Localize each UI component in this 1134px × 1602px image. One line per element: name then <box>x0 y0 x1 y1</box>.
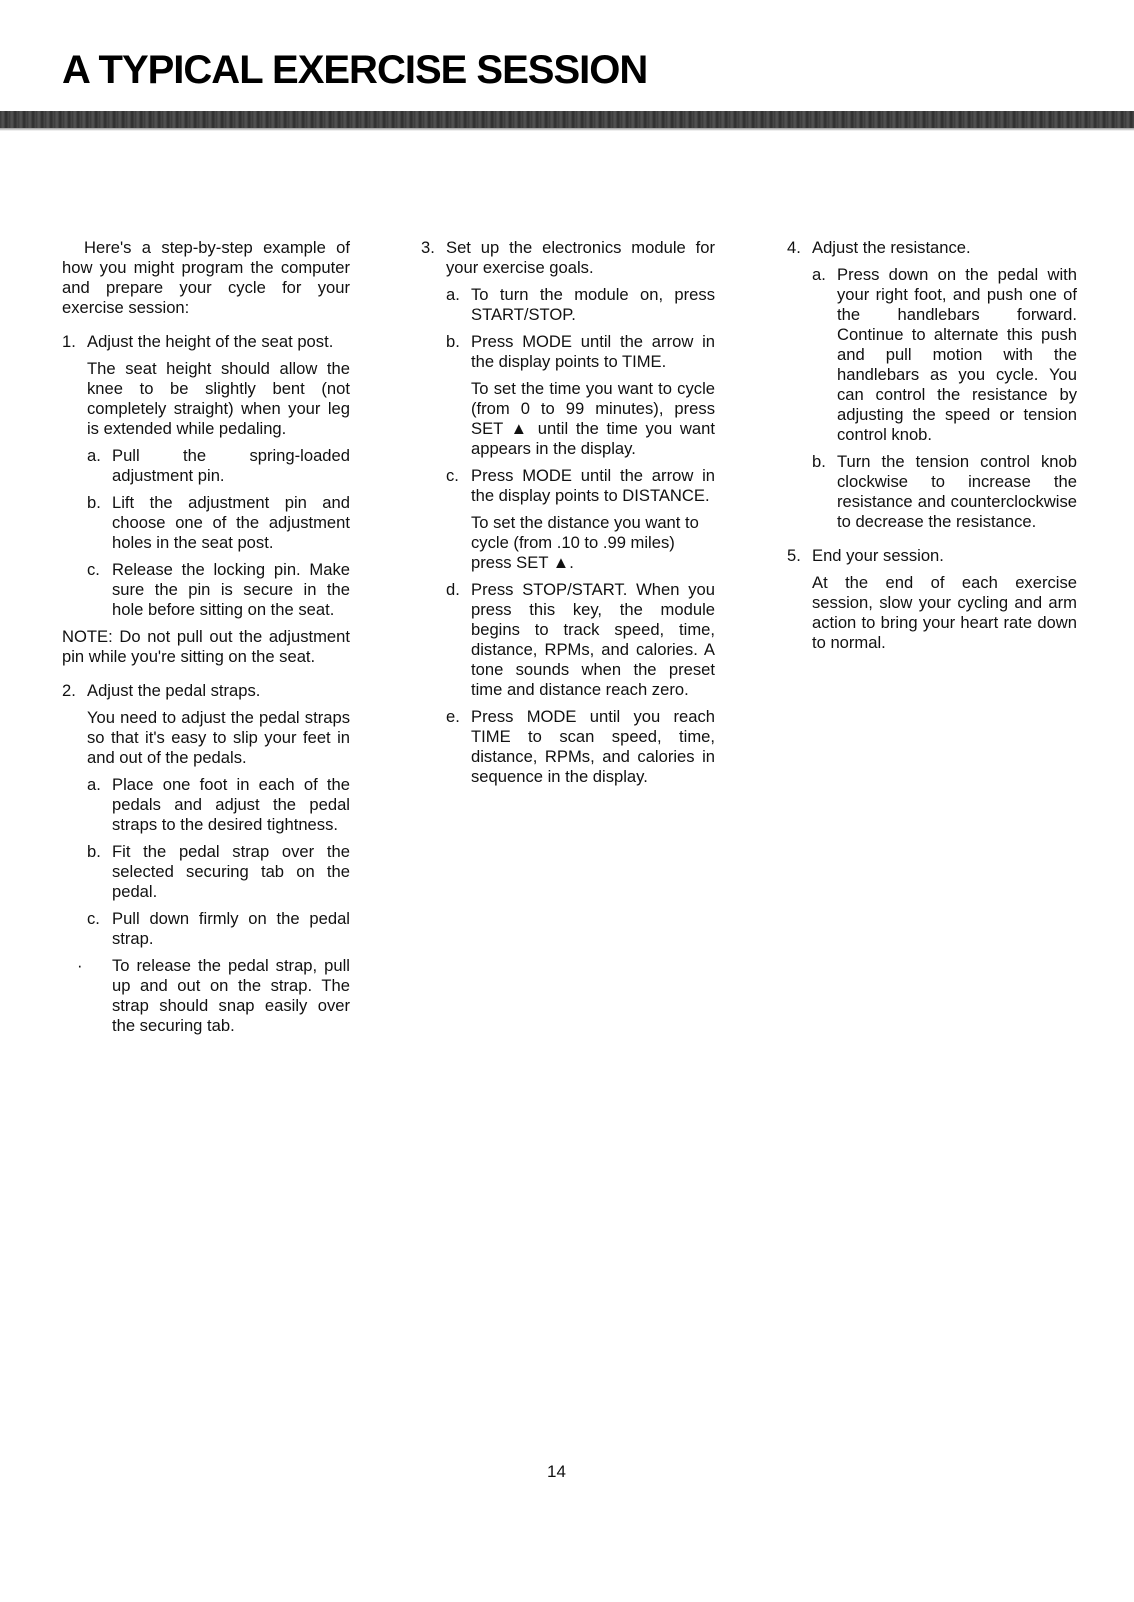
substep-b <box>812 452 1077 532</box>
substep-a <box>87 446 350 486</box>
page-number: 14 <box>547 1462 566 1481</box>
substep-letter: c. <box>87 909 100 928</box>
substep-d <box>446 580 715 700</box>
substep-a <box>812 265 1077 445</box>
substep-text: Press MODE until you reach TIME to scan speed, time, distance, RPMs, and calories in sequence in the display. <box>471 707 715 786</box>
substep-text: Pull down firmly on the pedal strap. <box>112 909 350 948</box>
step-4 <box>787 238 1077 532</box>
intro-paragraph: Here's a step-by-step example of how you might program the computer and prepare your cycle for your exercise session: <box>62 238 350 317</box>
substep-letter: b. <box>87 493 101 512</box>
substep-letter: c. <box>446 466 459 485</box>
step-3 <box>421 238 715 787</box>
step-number: 1. <box>62 332 76 351</box>
substep-b <box>87 493 350 553</box>
substep-c <box>87 909 350 949</box>
step-body: At the end of each exercise session, slow your cycling and arm action to bring your heart rate down to normal. <box>812 573 1077 652</box>
step-title: Adjust the pedal straps. <box>87 681 261 700</box>
substep-text: Turn the tension control knob clockwise to increase the resistance and counterclockwise to decrease the resistance. <box>837 452 1077 531</box>
step-body: You need to adjust the pedal straps so that it's easy to slip your feet in and out of the pedals. <box>87 708 350 767</box>
substep-detail: To set the distance you want to cycle (from .10 to .99 miles) press SET ▲. <box>471 513 699 572</box>
column-2 <box>421 238 715 787</box>
step-title: Adjust the height of the seat post. <box>87 332 334 351</box>
substep-letter: e. <box>446 707 460 726</box>
substep-letter: a. <box>446 285 460 304</box>
column-1 <box>62 238 350 1036</box>
substep-text: Lift the adjustment pin and choose one of the adjustment holes in the seat post. <box>112 493 350 552</box>
step-number: 4. <box>787 238 801 257</box>
substep-text: Press MODE until the arrow in the display points to TIME. <box>471 332 715 371</box>
substep-letter: c. <box>87 560 100 579</box>
step-1 <box>62 332 350 620</box>
substep-c <box>87 560 350 620</box>
substep-text: Press STOP/START. When you press this key, the module begins to track speed, time, distance, RPMs, and calories. A tone sounds when the preset time and distance reach zero. <box>471 580 715 699</box>
step-number: 3. <box>421 238 435 257</box>
step-body: The seat height should allow the knee to be slightly bent (not completely straight) when your leg is extended while pedaling. <box>87 359 350 438</box>
note-paragraph: NOTE: Do not pull out the adjustment pin while you're sitting on the seat. <box>62 627 350 666</box>
step-title: End your session. <box>812 546 944 565</box>
substep-letter: d. <box>446 580 460 599</box>
substep-letter: b. <box>812 452 826 471</box>
substep-c <box>446 466 715 573</box>
step-title: Adjust the resistance. <box>812 238 971 257</box>
page-title: A TYPICAL EXERCISE SESSION <box>62 48 648 92</box>
step-title: Set up the electronics module for your exercise goals. <box>446 238 715 277</box>
substep-letter: b. <box>446 332 460 351</box>
substep-detail: To set the time you want to cycle (from 0 to 99 minutes), press SET ▲ until the time you want appears in the display. <box>471 379 715 458</box>
substep-text: Place one foot in each of the pedals and adjust the pedal straps to the desired tightness. <box>112 775 350 834</box>
substep-letter: a. <box>87 446 101 465</box>
substep-letter: a. <box>812 265 826 284</box>
substep-a <box>87 775 350 835</box>
substep-letter: b. <box>87 842 101 861</box>
substep-a <box>446 285 715 325</box>
substep-letter: a. <box>87 775 101 794</box>
substep-text: To turn the module on, press START/STOP. <box>471 285 715 324</box>
substep-text: Fit the pedal strap over the selected securing tab on the pedal. <box>112 842 350 901</box>
substep-b <box>446 332 715 459</box>
bullet-mark: · <box>77 956 83 975</box>
step-5 <box>787 546 1077 653</box>
header-rule <box>0 111 1134 128</box>
substep-e <box>446 707 715 787</box>
substep-text: Release the locking pin. Make sure the pin is secure in the hole before sitting on the seat. <box>112 560 350 619</box>
substep-text: Press down on the pedal with your right foot, and push one of the handlebars forward. Continue to alternate this push and pull motion with the handlebars as you cycle. You can control the resistance by adjusting the speed or tension control knob. <box>837 265 1077 444</box>
substep-b <box>87 842 350 902</box>
substep-bullet <box>77 956 350 1036</box>
step-number: 5. <box>787 546 801 565</box>
column-3 <box>787 238 1077 653</box>
step-number: 2. <box>62 681 76 700</box>
substep-text: Press MODE until the arrow in the display points to DISTANCE. <box>471 466 715 505</box>
step-2 <box>62 681 350 1036</box>
substep-text: Pull the spring-loaded adjustment pin. <box>112 446 350 485</box>
bullet-text: To release the pedal strap, pull up and out on the strap. The strap should snap easily over the securing tab. <box>112 956 350 1035</box>
